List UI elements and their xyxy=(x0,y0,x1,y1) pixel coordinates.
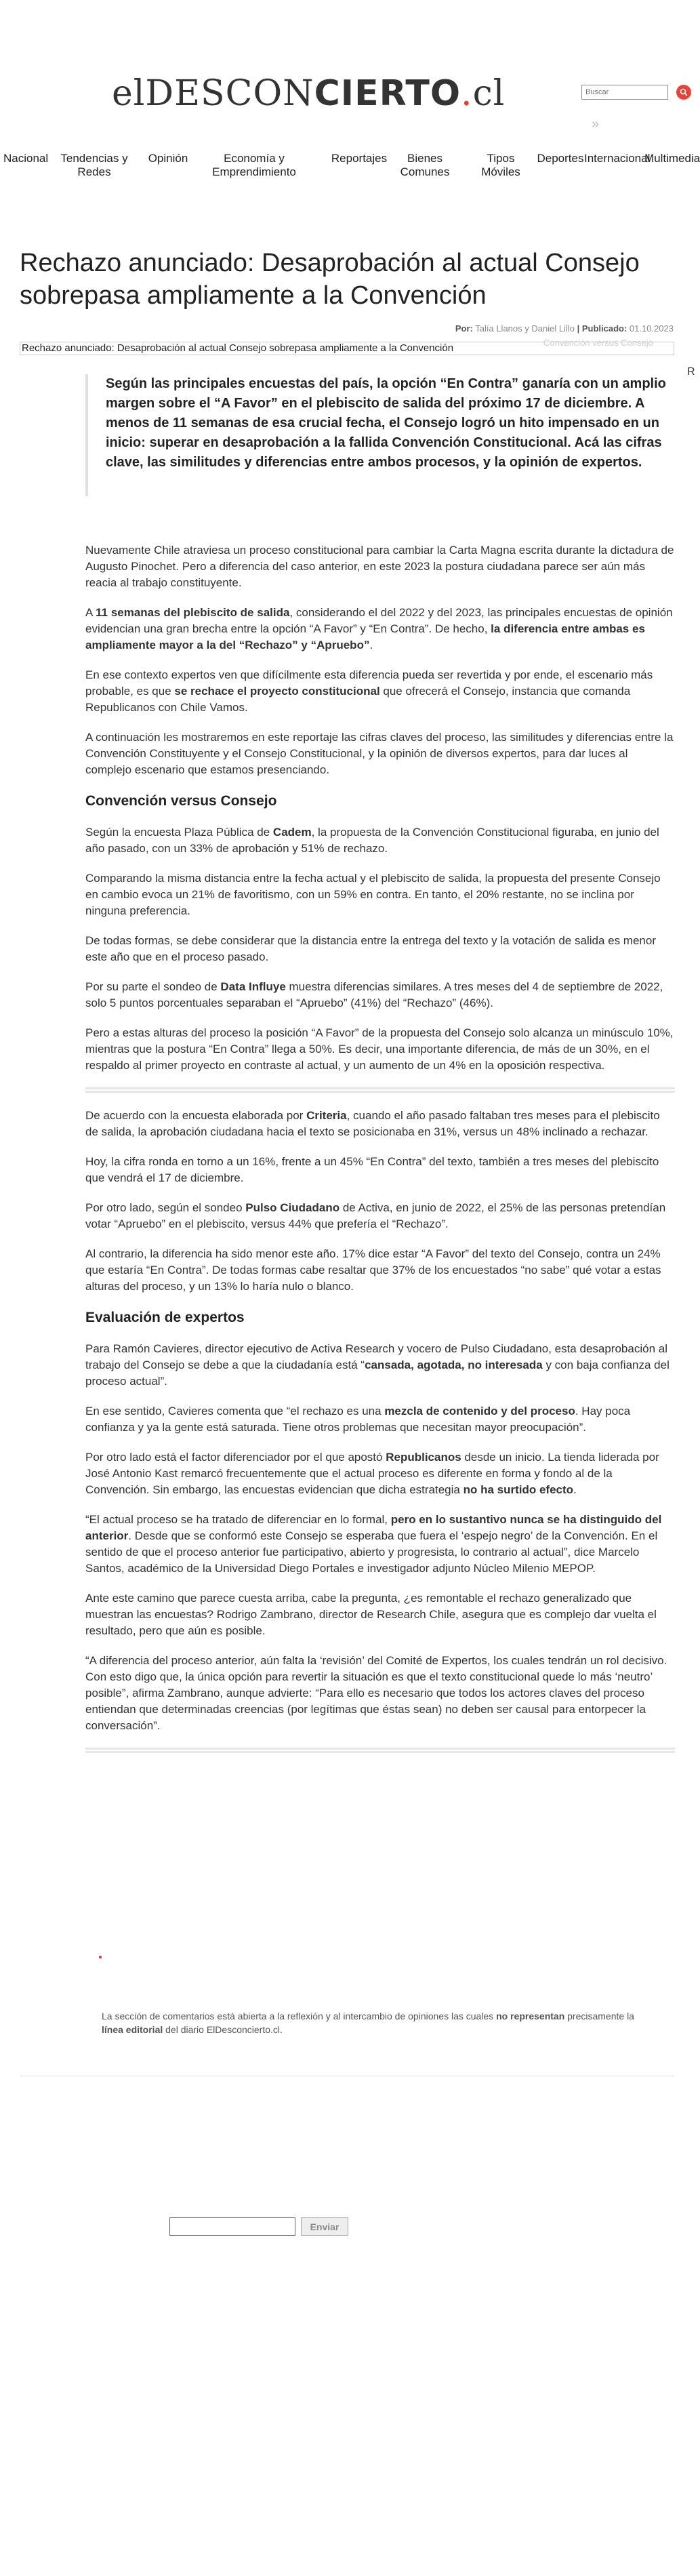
paragraph-13: Al contrario, la diferencia ha sido menor este año. 17% dice estar “A Favor” del texto del Consejo, contra un 24% que estaría “En Contra”. De todas formas cabe resaltar que 37% de los encuestados “no sabe” qué votar a estas alturas del proceso, y un 13% lo haría nulo o blanco. xyxy=(85,1247,661,1293)
paragraph-9: Pero a estas alturas del proceso la posición “A Favor” de la propuesta del Consejo solo alcanza un minúsculo 10%, mientras que la postura “En Contra” llega a 50%. Es decir, una importante diferencia, de más de un 30%, en el respaldo al primer proyecto en contraste al actual, y un aumento de un 4% en la oposición respectiva. xyxy=(85,1026,674,1072)
published-date: 01.10.2023 xyxy=(629,323,674,334)
paragraph-8: Por su parte el sondeo de Data Influye muestra diferencias similares. A tres meses del 4 de septiembre de 2022, solo 5 puntos porcentuales separaban el “Apruebo” (41%) del “Rechazo” (46%). xyxy=(85,980,663,1009)
newsletter-send-button[interactable]: Enviar xyxy=(301,2217,348,2236)
paragraph-5: Según la encuesta Plaza Pública de Cadem, la propuesta de la Convención Constitucional figuraba, en junio del año pasado, con un 33% de aprobación y 51% de rechazo. xyxy=(85,826,659,855)
paragraph-1: Nuevamente Chile atraviesa un proceso constitucional para cambiar la Carta Magna escrita durante la dictadura de Augusto Pinochet. Pero a diferencia del caso anterior, en este 2023 la postura ciudadana parece ser aún más reacia al trabajo constituyente. xyxy=(85,544,674,589)
paragraph-14: Para Ramón Cavieres, director ejecutivo de Activa Research y vocero de Pulso Ciudadano, esta desaprobación al trabajo del Consejo se debe a que la ciudadanía está “cansada, agotada, no interesada y con baja confianza del proceso actual”. xyxy=(85,1342,670,1388)
article-body xyxy=(85,542,675,1768)
lead-text: Según las principales encuestas del país, la opción “En Contra” ganaría con un amplio margen sobre el “A Favor” en el plebiscito de salida del próximo 17 de diciembre. A menos de 11 semanas de esa crucial fecha, el Consejo logró un hito impensado en un inicio: superar en desaprobación a la fallida Convención Constitucional. Acá las cifras clave, las similitudes y diferencias entre ambos procesos, y la opinión de expertos. xyxy=(106,376,666,470)
paragraph-12: Por otro lado, según el sondeo Pulso Ciudadano de Activa, en junio de 2022, el 25% de las personas pretendían votar “Apruebo” en el plebiscito, versus 44% que prefería el “Rechazo”. xyxy=(85,1201,666,1230)
paragraph-10: De acuerdo con la encuesta elaborada por Criteria, cuando el año pasado faltaban tres meses para el plebiscito de salida, la aprobación ciudadana hacia el texto se posicionaba en 31%, versus un 48% inclinado a rechazar. xyxy=(85,1109,660,1138)
paragraph-7: De todas formas, se debe considerar que la distancia entre la entrega del texto y la votación de salida es menor este año que en el proceso pasado. xyxy=(85,934,656,963)
paragraph-3: En ese contexto expertos ven que difícilmente esta diferencia pueda ser revertida y por ende, el escenario más probable, es que se rechace el proyecto constitucional que ofrecerá el Consejo, instancia que comanda Republicanos con Chile Vamos. xyxy=(85,668,653,714)
logo-tld: cl xyxy=(472,73,506,114)
search-button[interactable] xyxy=(676,85,691,100)
paragraph-2: A 11 semanas del plebiscito de salida, considerando el del 2022 y del 2023, las principales encuestas de opinión evidencian una gran brecha entre la opción “A Favor” y “En Contra”. De hecho, la diferencia entre ambas es ampliamente mayor a la del “Rechazo” y “Apruebo”. xyxy=(85,606,673,651)
edge-fragment: R xyxy=(687,366,695,378)
nav-item-deportes[interactable]: Deportes xyxy=(537,152,584,165)
logo-dot: . xyxy=(461,73,473,114)
nav-item-tendencias[interactable]: Tendencias y Redes xyxy=(60,152,128,178)
section-heading-convencion: Convención versus Consejo xyxy=(85,793,277,809)
nav-item-tipos-moviles[interactable]: Tipos Móviles xyxy=(481,152,520,178)
logo-el: el xyxy=(112,73,146,114)
paragraph-16: Por otro lado está el factor diferenciador por el que apostó Republicanos desde un inicio. La tienda liderada por José Antonio Kast remarcó frecuentemente que el actual proceso es diferente en forma y fondo al de la Convención. Sin embargo, las encuestas evidencian que dicha estrategia no ha surtido efecto. xyxy=(85,1451,659,1496)
comments-disclaimer: La sección de comentarios está abierta a la reflexión y al intercambio de opiniones las cuales no representan precisamente la línea editorial del diario ElDesconcierto.cl. xyxy=(102,2011,634,2035)
paragraph-18: Ante este camino que parece cuesta arriba, cabe la pregunta, ¿es remontable el rechazo generalizado que muestran las encuestas? Rodrigo Zambrano, director de Research Chile, asegura que es complejo dar vuelta el resultado, pero que aún es posible. xyxy=(85,1592,657,1637)
nav-item-economia[interactable]: Economía y Emprendimiento xyxy=(212,152,296,178)
nav-item-opinion[interactable]: Opinión xyxy=(148,152,188,165)
paragraph-19: “A diferencia del proceso anterior, aún falta la ‘revisión’ del Comité de Expertos, los cuales tendrán un rol decisivo. Con esto digo que, la única opción para revertir la situación es que el texto constitucional quede lo más ‘neutro’ posible”, afirma Zambrano, aunque advierte: “Para ello es necesario que todos los actores claves del proceso entiendan que determinadas creencias (por legítimas que éstas sean) no deben ser causal para entorpecer la conversación”. xyxy=(85,1654,667,1732)
paragraph-17: “El actual proceso se ha tratado de diferenciar en lo formal, pero en lo sustantivo nunca se ha distinguido del anterior. Desde que se conformó este Consejo se esperaba que fuera el ‘espejo negro’ de la Convención. En el sentido de que el proceso anterior fue participativo, abierto y progresista, lo contrario al actual”, dice Marcelo Santos, académico de la Universidad Diego Portales e investigador adjunto Núcleo Milenio MEPOP. xyxy=(85,1513,662,1575)
nav-item-bienes-comunes[interactable]: Bienes Comunes xyxy=(400,152,450,178)
byline-label: Por: xyxy=(455,323,473,334)
paragraph-11: Hoy, la cifra ronda en torno a un 16%, frente a un 45% “En Contra” del texto, también a tres meses del plebiscito que vendrá el 17 de diciembre. xyxy=(85,1155,659,1184)
main-navigation xyxy=(0,152,700,199)
nav-item-nacional[interactable]: Nacional xyxy=(3,152,49,165)
featured-image-caption: Rechazo anunciado: Desaprobación al actual Consejo sobrepasa ampliamente a la Convención xyxy=(20,342,674,355)
article-title: Rechazo anunciado: Desaprobación al actual Consejo sobrepasa ampliamente a la Convención xyxy=(20,249,640,310)
nav-item-internacional[interactable]: Internacional xyxy=(584,152,651,165)
section-heading-expertos: Evaluación de expertos xyxy=(85,1310,245,1325)
divider-end xyxy=(85,1748,675,1753)
search-icon xyxy=(680,88,688,96)
article-byline xyxy=(455,323,674,334)
paragraph-15: En ese sentido, Cavieres comenta que “el rechazo es una mezcla de contenido y del proceso. Hay poca confianza y ya la gente está saturada. Tiene otros problemas que necesitan mayor preocupación”. xyxy=(85,1405,631,1434)
nav-more-arrows[interactable]: » xyxy=(592,117,600,132)
paragraph-4: A continuación les mostraremos en este reportaje las cifras claves del proceso, las similitudes y diferencias entre la Convención Constituyente y el Consejo Constitucional, y la opinión de diversos expertos, para dar luces al complejo escenario que estamos presenciando. xyxy=(85,731,674,776)
nav-item-reportajes[interactable]: Reportajes xyxy=(331,152,388,165)
article-lead xyxy=(85,374,688,496)
logo-cierto: CIERTO xyxy=(314,73,461,114)
image-credit: Convención versus Consejo xyxy=(543,338,653,348)
nav-item-multimedia[interactable]: Multimedia xyxy=(644,152,700,165)
logo-descon: DESCON xyxy=(145,73,314,114)
red-dot-marker xyxy=(99,1956,102,1958)
newsletter-email-input[interactable] xyxy=(169,2217,295,2236)
byline-separator: | xyxy=(577,323,580,334)
search-input[interactable] xyxy=(581,85,668,100)
site-logo[interactable] xyxy=(112,73,505,114)
byline-authors[interactable]: Talía Llanos y Daniel Lillo xyxy=(475,323,575,334)
divider xyxy=(85,1087,675,1093)
paragraph-6: Comparando la misma distancia entre la fecha actual y el plebiscito de salida, la propuesta del presente Consejo en cambio evoca un 21% de favoritismo, con un 59% en contra. En tanto, el 20% restante, no se inclina por ninguna preferencia. xyxy=(85,872,661,917)
published-label: Publicado: xyxy=(581,323,627,334)
